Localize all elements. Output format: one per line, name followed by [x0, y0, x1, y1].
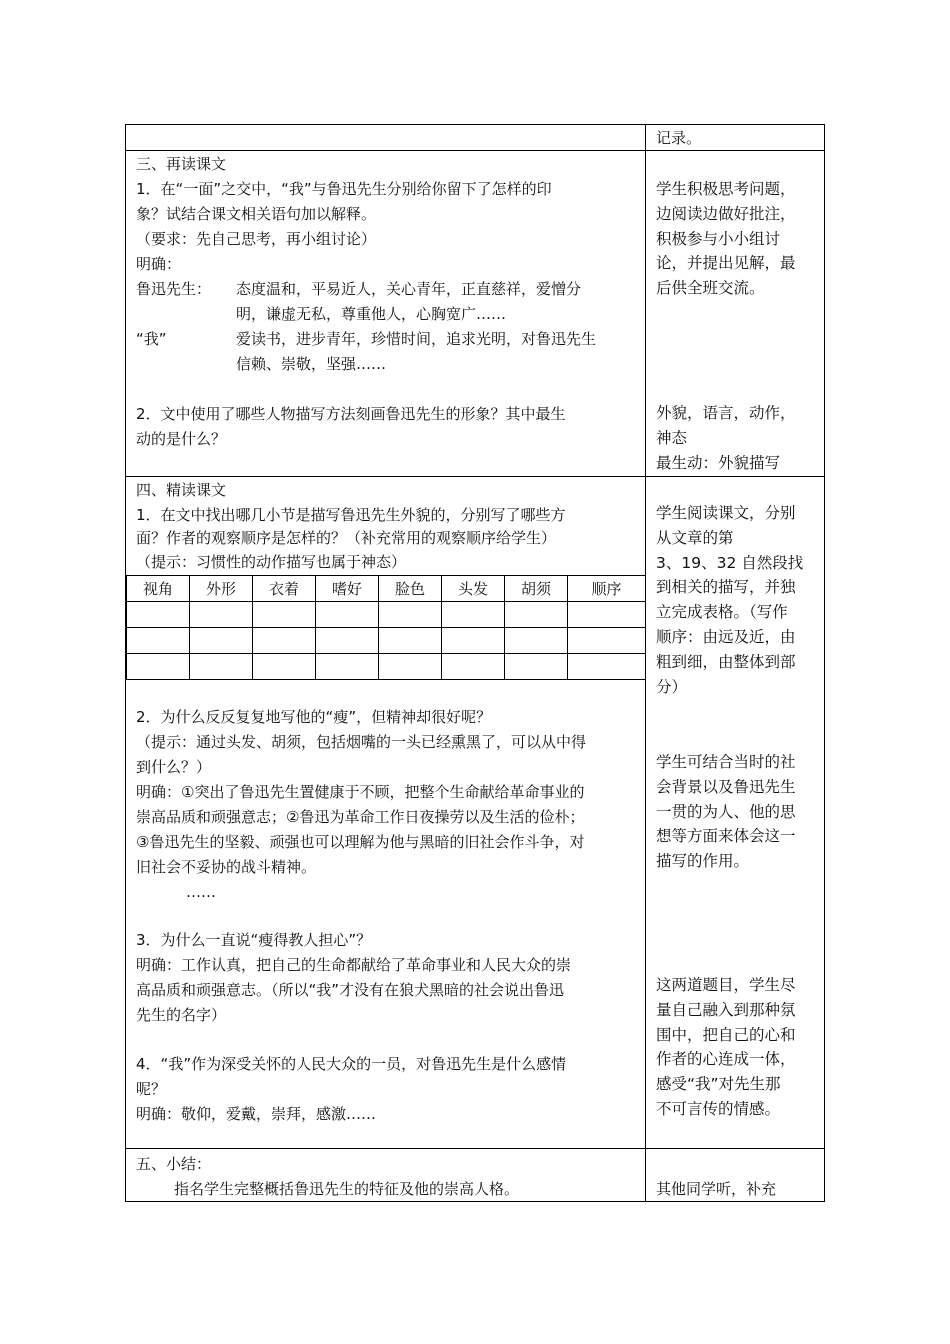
- section3-q1-cont: 象？试结合课文相关语句加以解释。: [136, 205, 377, 223]
- section4-activity-3: [656, 973, 816, 1122]
- section3-q2-cont: 动的是什么？: [136, 430, 227, 448]
- table-cell: [253, 628, 316, 654]
- table-cell: [253, 654, 316, 680]
- activity-line: 围中，把自己的心和: [656, 1025, 796, 1044]
- row-divider: [126, 1148, 646, 1149]
- table-cell: [127, 628, 190, 654]
- section4-activity-2: [656, 750, 816, 874]
- activity-line: 分）: [656, 677, 688, 696]
- wo-traits: 爱读书，进步青年，珍惜时间，追求光明，对鲁迅先生: [236, 330, 597, 348]
- activity-line: 量自己融入到那种氛: [656, 1000, 796, 1019]
- activity-line: 积极参与小小组讨: [656, 229, 781, 248]
- header-cell: 胡须: [505, 576, 568, 602]
- section4-q4-answer: 明确：敬仰，爱戴，崇拜，感激……: [136, 1105, 377, 1123]
- content-column: [125, 124, 646, 1202]
- activity-line: 后供全班交流。: [656, 279, 765, 298]
- activity-line: 不可言传的情感。: [656, 1099, 781, 1118]
- table-cell: [316, 602, 379, 628]
- section4-activity-1: [656, 501, 816, 699]
- table-cell: [190, 654, 253, 680]
- section3-answer: [656, 401, 816, 475]
- table-cell: [442, 602, 505, 628]
- section5-heading: 五、小结：: [136, 1155, 212, 1173]
- section4-q2-hint: （提示：通过头发、胡须，包括烟嘴的一头已经熏黑了，可以从中得: [136, 733, 587, 751]
- section4-q1-hint: （提示：习惯性的动作描写也属于神态）: [136, 553, 407, 571]
- activity-line: 外貌，语言，动作，: [656, 404, 796, 422]
- activity-line: 从文章的第: [656, 528, 734, 547]
- table-cell: [505, 628, 568, 654]
- section5-activity: 其他同学听，补充: [656, 1180, 777, 1198]
- activity-line: 顺序：由远及近，由: [656, 627, 796, 646]
- section4-q4-cont: 呢？: [136, 1080, 167, 1098]
- section3-q1-requirement: （要求：先自己思考，再小组讨论）: [136, 230, 377, 248]
- activity-line: 学生可结合当时的社: [656, 753, 796, 771]
- activity-line: 论，并提出见解，最: [656, 254, 796, 273]
- table-cell: [505, 654, 568, 680]
- activity-line: 学生积极思考问题，: [656, 180, 796, 198]
- activity-line: 立完成表格。（写作: [656, 603, 788, 622]
- table-cell: [316, 628, 379, 654]
- row-divider: [126, 150, 646, 151]
- table-cell: [379, 628, 442, 654]
- section3-q1: 1．在“一面”之交中，“我”与鲁迅先生分别给你留下了怎样的印: [136, 180, 552, 198]
- header-cell: 视角: [127, 576, 190, 602]
- section4-q2-hint-cont: 到什么？）: [136, 758, 212, 776]
- table-row: [127, 628, 646, 654]
- header-cell: 顺序: [568, 576, 646, 602]
- section4-q3: 3．为什么一直说“瘦得教人担心”？: [136, 931, 372, 949]
- activity-line: 神态: [656, 428, 688, 447]
- table-cell: [127, 654, 190, 680]
- table-cell: [568, 654, 646, 680]
- table-cell: [379, 654, 442, 680]
- activity-line: 到相关的描写，并独: [656, 578, 796, 597]
- activity-line: 边阅读边做好批注，: [656, 204, 796, 223]
- activity-line: 最生动：外貌描写: [656, 453, 781, 472]
- record-note: 记录。: [656, 129, 702, 147]
- section5-summary: 指名学生完整概括鲁迅先生的特征及他的崇高人格。: [174, 1180, 520, 1198]
- header-cell: 外形: [190, 576, 253, 602]
- section4-q2-answer: 明确：①突出了鲁迅先生置健康于不顾，把整个生命献给革命事业的: [136, 783, 585, 801]
- lesson-plan-table: [125, 124, 825, 1202]
- activity-line: 这两道题目，学生尽: [656, 976, 796, 994]
- activity-column: [645, 124, 825, 1202]
- luxun-traits: 态度温和，平易近人，关心青年，正直慈祥，爱憎分: [236, 280, 582, 298]
- section4-heading: 四、精读课文: [136, 481, 227, 499]
- wo-label: “我”: [136, 330, 167, 348]
- table-cell: [568, 602, 646, 628]
- table-row: [127, 602, 646, 628]
- section3-heading: 三、再读课文: [136, 155, 227, 173]
- section4-q2-answer-4: 旧社会不妥协的战斗精神。: [136, 858, 317, 876]
- table-cell: [190, 628, 253, 654]
- table-cell: [442, 628, 505, 654]
- table-cell: [127, 602, 190, 628]
- section4-q3-answer-3: 先生的名字）: [136, 1006, 227, 1024]
- appearance-table: [126, 575, 646, 680]
- section4-q4: 4．“我”作为深受关怀的人民大众的一员，对鲁迅先生是什么感情: [136, 1055, 567, 1073]
- activity-line: 会背景以及鲁迅先生: [656, 777, 796, 796]
- table-cell: [379, 602, 442, 628]
- section4-q3-answer-2: 高品质和顽强意志。（所以“我”才没有在狼犬黑暗的社会说出鲁迅: [136, 981, 565, 999]
- section3-activity: [656, 177, 816, 301]
- luxun-traits-cont: 明，谦虚无私，尊重他人，心胸宽广……: [236, 305, 507, 323]
- luxun-label: 鲁迅先生：: [136, 280, 212, 298]
- row-divider: [126, 476, 646, 477]
- row-divider: [646, 1148, 825, 1149]
- activity-line: 学生阅读课文，分别: [656, 504, 796, 522]
- table-cell: [568, 628, 646, 654]
- section4-q2-answer-2: 崇高品质和顽强意志；②鲁迅为革命工作日夜操劳以及生活的俭朴；: [136, 808, 585, 826]
- header-cell: 嗜好: [316, 576, 379, 602]
- clarify-label: 明确：: [136, 255, 182, 273]
- ellipsis: ……: [186, 883, 216, 901]
- section3-q2: 2．文中使用了哪些人物描写方法刻画鲁迅先生的形象？其中最生: [136, 405, 566, 423]
- section4-q2-answer-3: ③鲁迅先生的坚毅、顽强也可以理解为他与黑暗的旧社会作斗争，对: [136, 833, 585, 851]
- header-cell: 衣着: [253, 576, 316, 602]
- row-divider: [646, 476, 825, 477]
- activity-line: 粗到细，由整体到部: [656, 652, 796, 671]
- table-row: [127, 654, 646, 680]
- header-cell: 脸色: [379, 576, 442, 602]
- section4-q3-answer: 明确：工作认真，把自己的生命都献给了革命事业和人民大众的崇: [136, 956, 572, 974]
- table-header-row: [127, 576, 646, 602]
- table-cell: [442, 654, 505, 680]
- activity-line: 作者的心连成一体，: [656, 1050, 796, 1069]
- wo-traits-cont: 信赖、崇敬，坚强……: [236, 355, 387, 373]
- activity-line: 想等方面来体会这一: [656, 827, 796, 846]
- header-cell: 头发: [442, 576, 505, 602]
- activity-line: 一贯的为人、他的思: [656, 802, 796, 821]
- activity-line: 描写的作用。: [656, 852, 750, 871]
- section4-q1-cont: 面？作者的观察顺序是怎样的？（补充常用的观察顺序给学生）: [136, 529, 557, 547]
- section4-q2: 2．为什么反反复复地写他的“瘦”，但精神却很好呢？: [136, 708, 492, 726]
- section4-q1: 1．在文中找出哪几小节是描写鲁迅先生外貌的，分别写了哪些方: [136, 506, 566, 524]
- table-cell: [190, 602, 253, 628]
- activity-line: 感受“我”对先生那: [656, 1075, 781, 1094]
- table-cell: [505, 602, 568, 628]
- table-cell: [316, 654, 379, 680]
- table-cell: [253, 602, 316, 628]
- activity-line: 3、19、32 自然段找: [656, 553, 804, 572]
